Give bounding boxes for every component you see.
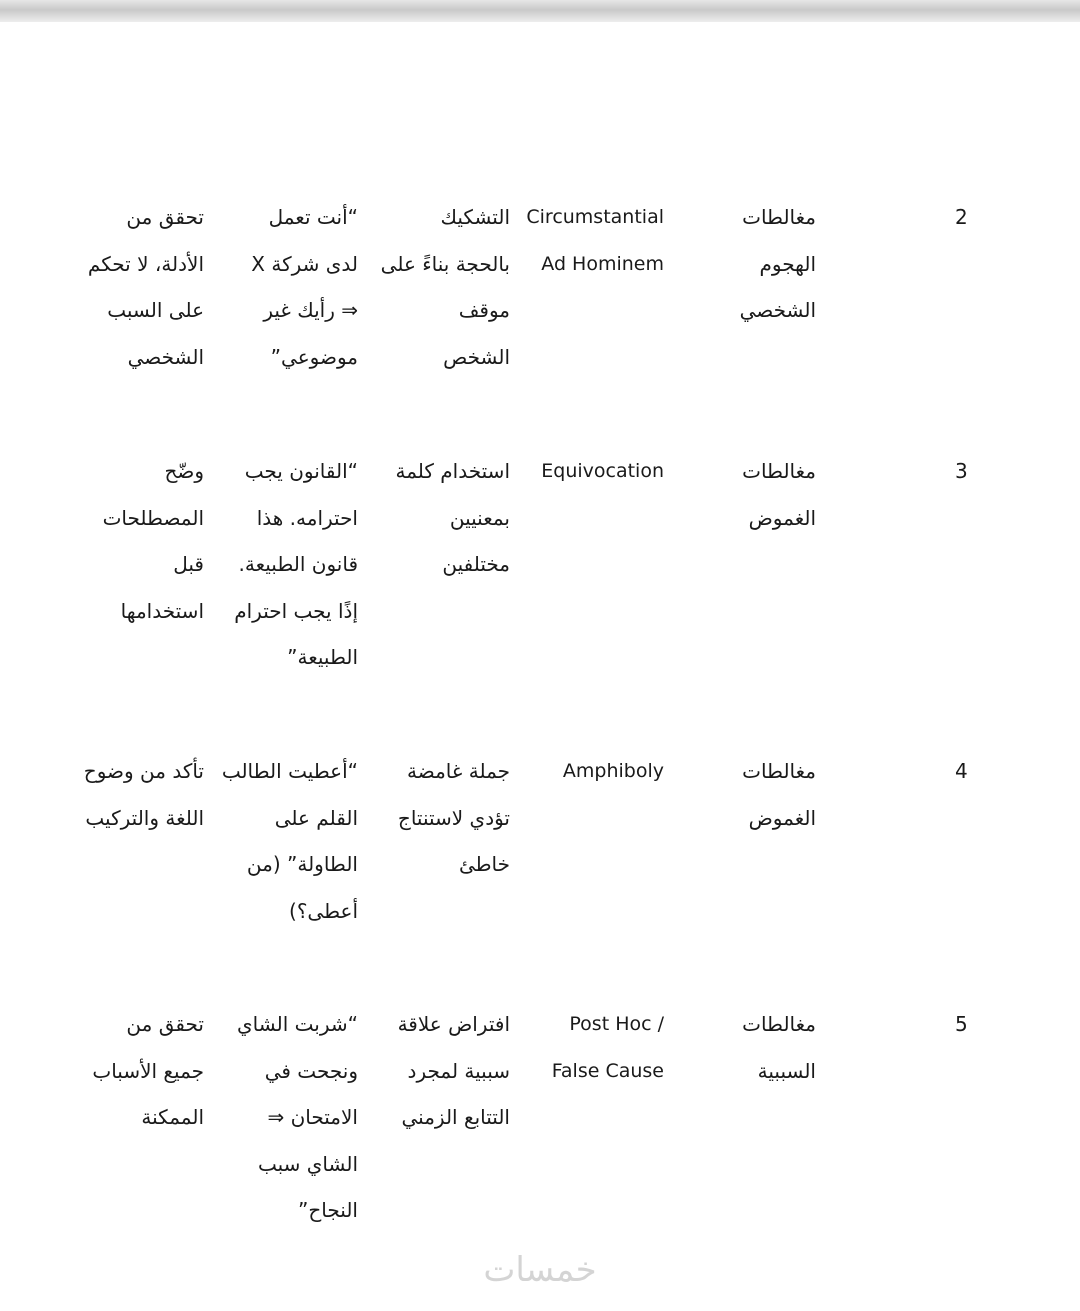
name-line: False Cause — [551, 1059, 664, 1082]
description-line: استخدام كلمة — [395, 459, 510, 483]
name-line: Circumstantial — [526, 206, 664, 228]
row-number: 5 — [955, 1012, 968, 1036]
category-line: السببية — [757, 1058, 816, 1083]
cell-category — [676, 1001, 816, 1094]
cell-tip — [54, 1001, 204, 1141]
cell-example — [208, 448, 358, 681]
cell-name — [494, 194, 664, 287]
name-line: Post Hoc / — [569, 1013, 664, 1035]
description-line: تؤدي لاستنتاج — [397, 805, 510, 830]
cell-tip — [54, 748, 204, 841]
example-line: إذًا يجب احترام — [234, 598, 358, 623]
category-line: مغالطات — [742, 759, 816, 783]
example-line: القلم على — [274, 805, 358, 830]
description-line: الشخص — [443, 344, 510, 369]
tip-line: جميع الأسباب — [92, 1058, 204, 1083]
example-line: موضوعي” — [270, 344, 358, 369]
cell-description — [360, 448, 510, 588]
tip-line: وضّح — [164, 459, 204, 483]
category-line: الشخصي — [739, 298, 816, 322]
example-line: الطبيعة” — [287, 645, 358, 669]
cell-tip — [54, 194, 204, 380]
row-number: 2 — [955, 205, 968, 229]
example-line: لدى شركة X — [251, 251, 358, 276]
example-line: “شربت الشاي — [237, 1012, 358, 1036]
example-line: “القانون يجب — [244, 459, 358, 483]
name-line: Equivocation — [541, 460, 664, 482]
description-line: خاطئ — [458, 852, 510, 876]
cell-example — [208, 748, 358, 934]
tip-line: تأكد من وضوح — [83, 759, 204, 783]
example-line: “أعطيت الطالب — [221, 759, 358, 783]
tip-line: استخدامها — [120, 598, 204, 623]
name-line: Amphiboly — [562, 760, 664, 782]
description-line: مختلفين — [442, 552, 510, 576]
example-line: قانون الطبيعة. — [238, 552, 358, 576]
cell-description — [360, 748, 510, 888]
cell-name — [494, 748, 664, 795]
tip-line: قبل — [173, 552, 204, 576]
row-number: 4 — [955, 759, 968, 783]
tip-line: الشخصي — [127, 344, 204, 369]
example-line: “أنت تعمل — [268, 205, 358, 229]
cell-example — [208, 194, 358, 380]
example-line: الطاولة” (من — [246, 852, 358, 876]
description-line: بالحجة بناءً على — [380, 251, 510, 276]
category-line: مغالطات — [742, 1012, 816, 1036]
category-line: مغالطات — [742, 205, 816, 229]
tip-line: المصطلحات — [102, 505, 204, 530]
tip-line: تحقق من — [126, 205, 204, 229]
description-line: التشكيك — [440, 205, 510, 229]
category-line: مغالطات — [742, 459, 816, 483]
tip-line: تحقق من — [126, 1012, 204, 1036]
cell-category — [676, 194, 816, 334]
description-line: افتراض علاقة — [397, 1012, 510, 1036]
cell-description — [360, 194, 510, 380]
example-line: أعطى؟) — [289, 898, 358, 923]
category-line: الهجوم — [759, 251, 816, 276]
top-border-bar — [0, 0, 1080, 22]
description-line: التتابع الزمني — [401, 1105, 510, 1129]
name-line: Ad Hominem — [541, 252, 664, 275]
tip-line: الأدلة، لا تحكم — [87, 251, 204, 276]
example-line: ونجحت في — [264, 1058, 358, 1083]
example-line: الشاي سبب — [257, 1151, 358, 1176]
example-line: احترامه. هذا — [256, 505, 358, 530]
tip-line: اللغة والتركيب — [85, 805, 204, 830]
watermark-logo: خمسات — [483, 1250, 597, 1290]
description-line: بمعنيين — [449, 505, 510, 530]
row-number: 3 — [955, 459, 968, 483]
example-line: الامتحان ⇒ — [267, 1105, 358, 1129]
description-line: سببية لمجرد — [407, 1058, 510, 1083]
tip-line: الممكنة — [141, 1105, 204, 1129]
example-line: ⇒ رأيك غير — [263, 298, 358, 322]
category-line: الغموض — [748, 505, 816, 530]
example-line: النجاح” — [298, 1198, 358, 1222]
cell-name — [494, 448, 664, 495]
cell-category — [676, 748, 816, 841]
description-line: موقف — [458, 298, 510, 322]
tip-line: على السبب — [107, 298, 204, 322]
cell-example — [208, 1001, 358, 1234]
description-line: جملة غامضة — [407, 759, 510, 783]
cell-tip — [54, 448, 204, 634]
cell-name — [494, 1001, 664, 1094]
cell-category — [676, 448, 816, 541]
category-line: الغموض — [748, 805, 816, 830]
cell-description — [360, 1001, 510, 1141]
